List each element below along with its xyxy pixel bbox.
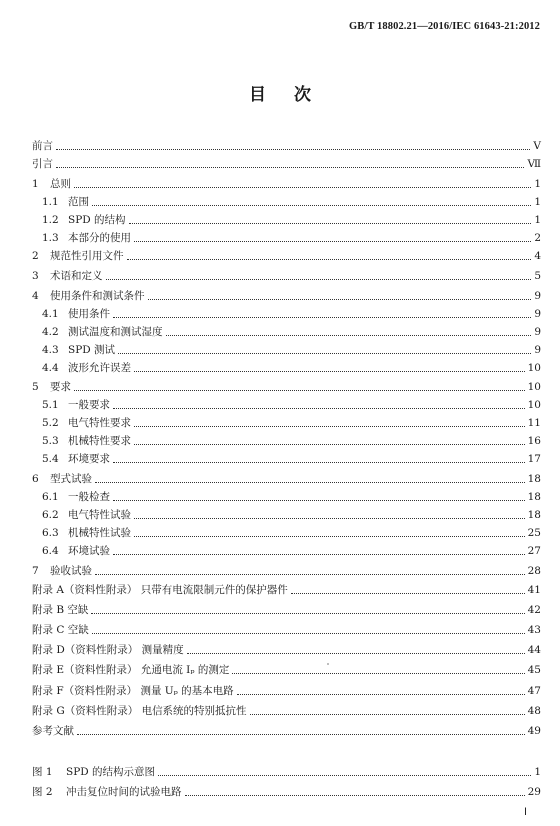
entry-title: 使用条件和测试条件 — [50, 290, 145, 302]
toc-entry[interactable] — [42, 525, 541, 543]
entry-title: 附录 E（资料性附录） 允通电流 Iₚ 的测定 — [32, 664, 230, 676]
leader-dots — [134, 517, 525, 519]
entry-page: 16 — [527, 435, 541, 447]
leader-dots — [134, 240, 531, 242]
entry-number: 5.3 — [42, 435, 59, 447]
leader-dots — [74, 389, 525, 391]
leader-dots — [134, 370, 525, 372]
entry-page: 1 — [534, 766, 541, 778]
leader-dots — [232, 672, 524, 674]
entry-page: 1 — [534, 196, 541, 208]
entry-title: 附录 C 空缺 — [32, 624, 89, 636]
toc-entry[interactable] — [42, 415, 541, 433]
entry-page: 9 — [534, 290, 541, 302]
entry-number: 6.2 — [42, 509, 59, 521]
entry-page: 1 — [534, 178, 541, 190]
toc-entry[interactable] — [42, 397, 541, 415]
entry-page: 5 — [534, 270, 541, 282]
entry-title: 一般要求 — [68, 399, 110, 411]
entry-title: 术语和定义 — [50, 270, 103, 282]
toc-entry[interactable] — [32, 723, 541, 741]
toc-entry[interactable] — [42, 507, 541, 525]
entry-page: 41 — [527, 584, 541, 596]
entry-title: 规范性引用文件 — [50, 250, 124, 262]
entry-number: 1.2 — [42, 214, 59, 226]
entry-title: 附录 B 空缺 — [32, 604, 89, 616]
entry-title: 一般检查 — [68, 491, 110, 503]
leader-dots — [185, 794, 525, 796]
entry-page: 10 — [527, 399, 541, 411]
entry-number: 2 — [32, 250, 39, 262]
entry-page: 42 — [527, 604, 541, 616]
leader-dots — [113, 553, 525, 555]
entry-number: 6.4 — [42, 545, 59, 557]
entry-title: 电气特性要求 — [68, 417, 131, 429]
entry-title: 附录 G（资料性附录） 电信系统的特别抵抗性 — [32, 705, 247, 717]
toc-entry[interactable] — [32, 248, 541, 266]
entry-number: 5.4 — [42, 453, 59, 465]
entry-title: 引言 — [32, 158, 53, 170]
entry-title: 附录 D（资料性附录） 测量精度 — [32, 644, 184, 656]
toc-entry[interactable] — [42, 451, 541, 469]
entry-number: 7 — [32, 565, 39, 577]
entry-page: 48 — [527, 705, 541, 717]
toc-entry[interactable] — [42, 360, 541, 378]
leader-dots — [187, 652, 525, 654]
entry-number: 4 — [32, 290, 39, 302]
entry-number: 4.2 — [42, 326, 59, 338]
entry-page: 49 — [527, 725, 541, 737]
entry-number: 1 — [32, 178, 39, 190]
entry-number: 6.3 — [42, 527, 59, 539]
figure-entry[interactable] — [32, 784, 541, 802]
entry-title: 附录 A（资料性附录） 只带有电流限制元件的保护器件 — [32, 584, 288, 596]
toc-entry[interactable] — [42, 306, 541, 324]
entry-title: 电气特性试验 — [68, 509, 131, 521]
page-number: Ⅰ — [524, 807, 527, 818]
toc-entry[interactable] — [32, 268, 541, 286]
entry-page: 43 — [527, 624, 541, 636]
page-title: 目次 — [249, 85, 339, 105]
scan-speck — [327, 663, 329, 665]
toc-entry[interactable] — [42, 489, 541, 507]
entry-title: 验收试验 — [50, 565, 92, 577]
entry-title: 总则 — [50, 178, 71, 190]
leader-dots — [113, 499, 525, 501]
figure-entry[interactable] — [32, 764, 541, 782]
leader-dots — [113, 316, 531, 318]
entry-number: 1.3 — [42, 232, 59, 244]
leader-dots — [92, 204, 531, 206]
entry-number: 3 — [32, 270, 39, 282]
entry-title: 型式试验 — [50, 473, 92, 485]
entry-page: 17 — [527, 453, 541, 465]
entry-page: 29 — [527, 786, 541, 798]
leader-dots — [148, 298, 532, 300]
entry-page: 9 — [534, 344, 541, 356]
entry-title: 波形允许误差 — [68, 362, 131, 374]
toc-entry[interactable] — [32, 288, 541, 306]
entry-title: 环境要求 — [68, 453, 110, 465]
toc-entry[interactable] — [32, 156, 541, 174]
toc-entry[interactable] — [42, 194, 541, 212]
toc-entry[interactable] — [32, 662, 541, 680]
entry-page: Ⅴ — [533, 140, 541, 152]
entry-page: 28 — [527, 565, 541, 577]
entry-number: 6 — [32, 473, 39, 485]
entry-title: 冲击复位时间的试验电路 — [66, 786, 182, 798]
entry-number: 图 2 — [32, 786, 53, 798]
leader-dots — [91, 612, 524, 614]
entry-page: 18 — [527, 473, 541, 485]
entry-page: 4 — [534, 250, 541, 262]
leader-dots — [95, 573, 525, 575]
leader-dots — [92, 632, 525, 634]
toc-entry[interactable] — [42, 230, 541, 248]
entry-title: 附录 F（资料性附录） 测量 Uₚ 的基本电路 — [32, 685, 234, 697]
entry-title: SPD 的结构示意图 — [66, 766, 156, 778]
entry-title: 要求 — [50, 381, 71, 393]
entry-title: 环境试验 — [68, 545, 110, 557]
entry-title: 范围 — [68, 196, 89, 208]
entry-page: 45 — [527, 664, 541, 676]
entry-number: 4.1 — [42, 308, 59, 320]
toc-entry[interactable] — [42, 433, 541, 451]
toc-entry[interactable] — [32, 176, 541, 194]
leader-dots — [77, 733, 525, 735]
entry-page: 10 — [527, 362, 541, 374]
toc-entry[interactable] — [32, 471, 541, 489]
entry-title: 前言 — [32, 140, 53, 152]
toc-entry[interactable] — [32, 582, 541, 600]
entry-title: 测试温度和测试湿度 — [68, 326, 163, 338]
entry-title: 机械特性要求 — [68, 435, 131, 447]
leader-dots — [56, 166, 524, 168]
entry-page: 47 — [527, 685, 541, 697]
toc-entry[interactable] — [32, 622, 541, 640]
entry-number: 图 1 — [32, 766, 53, 778]
entry-page: 9 — [534, 326, 541, 338]
entry-number: 5.2 — [42, 417, 59, 429]
entry-number: 5 — [32, 381, 39, 393]
entry-number: 4.3 — [42, 344, 59, 356]
entry-page: 18 — [527, 491, 541, 503]
leader-dots — [134, 425, 525, 427]
entry-title: SPD 测试 — [68, 344, 116, 356]
entry-page: 10 — [527, 381, 541, 393]
entry-title: SPD 的结构 — [68, 214, 126, 226]
toc-entry[interactable] — [42, 324, 541, 342]
leader-dots — [134, 443, 525, 445]
entry-page: 9 — [534, 308, 541, 320]
entry-page: 44 — [527, 644, 541, 656]
standard-header: GB/T 18802.21—2016/IEC 61643-21:2012 — [349, 21, 540, 32]
entry-title: 本部分的使用 — [68, 232, 131, 244]
toc-entry[interactable] — [42, 342, 541, 360]
entry-title: 使用条件 — [68, 308, 110, 320]
entry-page: 18 — [527, 509, 541, 521]
entry-page: 11 — [527, 417, 541, 429]
entry-number: 6.1 — [42, 491, 59, 503]
entry-page: 25 — [527, 527, 541, 539]
toc-entry[interactable] — [32, 379, 541, 397]
leader-dots — [237, 693, 525, 695]
entry-title: 机械特性试验 — [68, 527, 131, 539]
entry-number: 1.1 — [42, 196, 59, 208]
leader-dots — [113, 461, 525, 463]
toc-entry[interactable] — [32, 642, 541, 660]
leader-dots — [250, 713, 525, 715]
toc-entry[interactable] — [42, 212, 541, 230]
leader-dots — [166, 334, 532, 336]
toc-entry[interactable] — [42, 543, 541, 561]
entry-page: 1 — [534, 214, 541, 226]
leader-dots — [129, 222, 532, 224]
leader-dots — [106, 278, 532, 280]
leader-dots — [95, 481, 525, 483]
leader-dots — [113, 407, 525, 409]
leader-dots — [118, 352, 531, 354]
leader-dots — [74, 186, 531, 188]
toc-entry[interactable] — [32, 703, 541, 721]
entry-page: 2 — [534, 232, 541, 244]
entry-title: 参考文献 — [32, 725, 74, 737]
leader-dots — [158, 774, 531, 776]
toc-entry[interactable] — [32, 602, 541, 620]
leader-dots — [56, 148, 530, 150]
toc-entry[interactable] — [32, 683, 541, 701]
leader-dots — [134, 535, 525, 537]
entry-number: 4.4 — [42, 362, 59, 374]
toc-entry[interactable] — [32, 138, 541, 156]
leader-dots — [291, 592, 525, 594]
toc-entry[interactable] — [32, 563, 541, 581]
entry-page: 27 — [527, 545, 541, 557]
entry-number: 5.1 — [42, 399, 59, 411]
entry-page: Ⅶ — [527, 158, 541, 170]
leader-dots — [127, 258, 532, 260]
